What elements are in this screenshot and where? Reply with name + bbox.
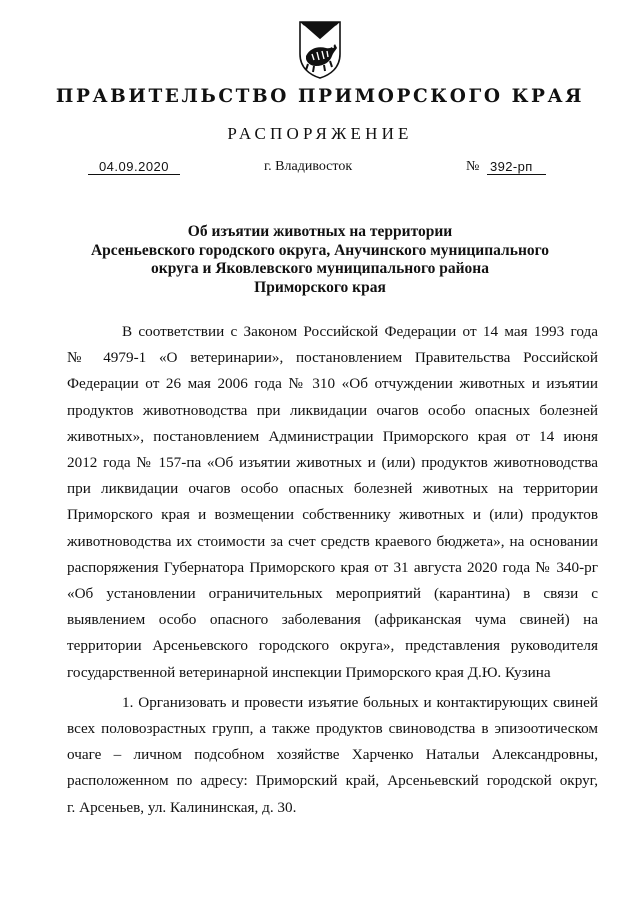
body-line: 2012 года № 157-па «Об изъятии животных и (или) продуктов животноводства	[67, 454, 598, 472]
preamble-paragraph	[67, 319, 598, 686]
item-1-paragraph	[67, 690, 598, 821]
body-line: всех половозрастных групп, а также продуктов свиноводства в эпизоотическом	[67, 720, 598, 738]
body-line: распоряжения Губернатора Приморского края от 31 августа 2020 года № 340-рг	[67, 558, 598, 576]
body-line: № 4979-1 «О ветеринарии», постановлением Правительства Российской	[67, 349, 598, 367]
subject-line: Арсеньевского городского округа, Анучинского муниципального	[90, 241, 550, 259]
body-line: расположенном по адресу: Приморский край, Арсеньевский городской округ,	[67, 772, 598, 790]
body-line: территории Арсеньевского городского округа», представления руководителя	[67, 637, 598, 655]
document-subject	[80, 223, 560, 297]
body-line: Федерации от 26 мая 2006 года № 310 «Об отчуждении животных и изъятии	[67, 375, 598, 393]
body-line: 1. Организовать и провести изъятие больных и контактирующих свиней	[122, 693, 598, 711]
body-line: продуктов животноводства при ликвидации очагов особо опасных болезней	[67, 401, 598, 419]
document-type: РАСПОРЯЖЕНИЕ	[227, 124, 413, 143]
body-line: животноводства их стоимости за счет средств краевого бюджета», на основании	[67, 532, 598, 550]
body-line: Приморского края и возмещении собственнику животных и (или) продуктов	[67, 506, 598, 524]
document-date: 04.09.2020	[88, 159, 180, 175]
body-line: государственной ветеринарной инспекции Приморского края Д.Ю. Кузина	[67, 663, 551, 681]
body-line: очаге – личном подсобном хозяйстве Харченко Натальи Александровны,	[67, 746, 598, 764]
body-line: «Об установлении ограничительных мероприятий (карантина) в связи с	[67, 585, 598, 603]
document-city: г. Владивосток	[264, 159, 353, 174]
body-line: В соответствии с Законом Российской Федерации от 14 мая 1993 года	[122, 323, 598, 340]
number-sign: №	[466, 159, 480, 174]
document-number: 392-рп	[487, 159, 546, 175]
coat-of-arms-tiger-icon	[296, 18, 344, 80]
subject-line: округа и Яковлевского муниципального района	[151, 260, 489, 277]
subject-line: Приморского края	[254, 278, 386, 296]
government-title: ПРАВИТЕЛЬСТВО ПРИМОРСКОГО КРАЯ	[55, 86, 585, 107]
body-line: выявлением особо опасного заболевания (африканская чума свиней) на	[67, 611, 598, 629]
document-body	[67, 319, 598, 821]
body-line: г. Арсеньев, ул. Калининская, д. 30.	[67, 798, 297, 816]
body-line: при ликвидации очагов особо опасных болезней животных на территории	[67, 480, 598, 498]
body-line: животных», постановлением Администрации Приморского края от 14 июня	[67, 427, 598, 445]
subject-line: Об изъятии животных на территории	[187, 223, 453, 240]
